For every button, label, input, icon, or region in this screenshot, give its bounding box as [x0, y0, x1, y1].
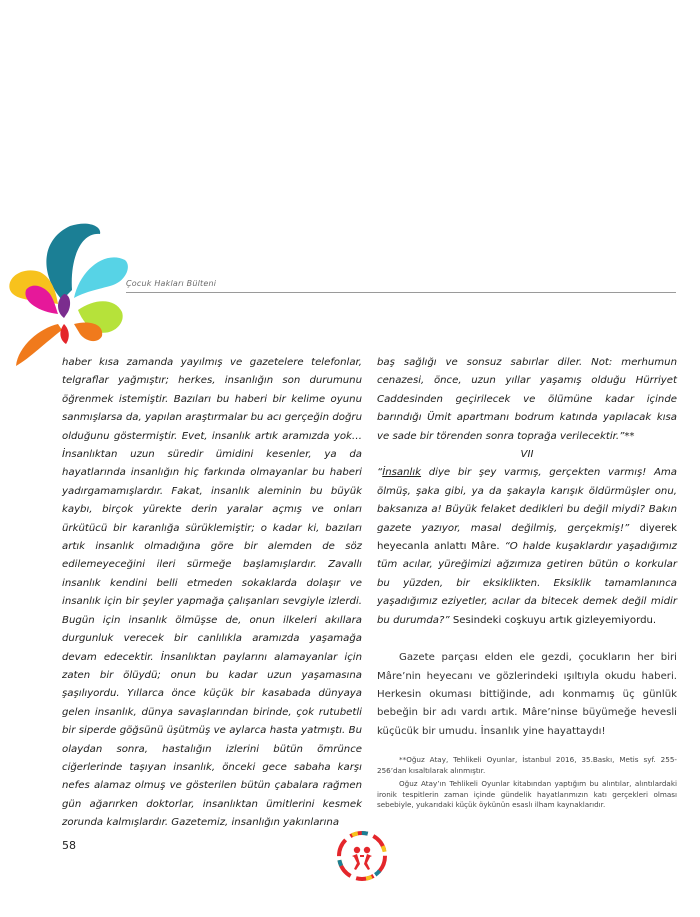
- dialog-paragraph: [377, 464, 677, 630]
- newspaper-excerpt-end: baş sağlığı ve sonsuz sabırlar diler. Not: merhumun cenazesi, önce, uzun yıllar yaşamış olduğu Hürriyet Caddesinden geçirilecek ve ölümüne kadar içinde barındığı Ümit apartmanı bodrum katında yapılacak kısa ve sade bir törenden sonra toprağa verilecektir.”**: [377, 357, 677, 442]
- bulletin-title: Çocuk Hakları Bülteni: [126, 279, 217, 288]
- dialog-underlined-word: İnsanlık: [382, 467, 422, 479]
- dialog-narration-2: Sesindeki coşkuyu artık gizleyemiyordu.: [449, 614, 657, 626]
- dialog-quote-1: diye bir şey varmış, gerçekten varmış! Ama ölmüş, şaka gibi, ya da şakayla karışık öldürmüşler onu, baksanıza a! Büyük felaket dedikleri bu değil miydi? Bakın gazete yazıyor, masal değilmiş, gerçekmiş!”: [377, 467, 677, 534]
- right-column: [377, 354, 677, 811]
- orange-petal-large: [16, 324, 62, 366]
- left-column-text: haber kısa zamanda yayılmış ve gazetelere telefonlar, telgraflar yağmıştır; herkes, insanlığın son durumunu öğrenmek istemiştir. Bazıları bu haberi bir kelime oyunu sanmışlarsa da, yapılan araştırmalar bu acı gerçeğin doğru olduğunu göstermiştir. Evet, insanlık artık aramızda yok… İnsanlıktan uzun süredir ümidini kesenler, ya da hayatlarında insanlığın hiç farkında olmayanlar bu haberi yadırgamamışlardır. Fakat, insanlık aleminin bu büyük kaybı, birçok yürekte derin yaralar açmış ve onları ürkütücü bir karanlığa sürüklemiştir; o kadar ki, bazıları artık insanlık olmadığına göre bir alemden de söz edilemeyeceğini ileri sürmeğe başlamışlardır. Zavallı insanlık kendini belli etmeden sokaklarda dolaşır ve insanlık için bir şeyler yapmağa çalışanları sevgiyle izlerdi. Bugün için insanlık ölmüşse de, onun ilkeleri akıllara durgunluk verecek bir canlılıkla aramızda yaşamağa devam edecektir. İnsanlıktan paylarını alamayanlar için zaten bir ölüydü; onun bu kadar uzun yaşamasına şaşılıyordu. Yıllarca önce küçük bir kasabada dünyaya gelen insanlık, dünya savaşlarından birinde, çok rutubetli bir siperde göğsünü üşütmüş ve aylarca hasta yatmıştı. Bu olaydan sonra, hastalığın izlerini bütün ömrünce ciğerlerinde taşıyan insanlık, önceki gece sabaha karşı nefes alamaz olmuş ve gösterilen bütün çabalara rağmen gün ağarırken doktorlar, insanlıktan ümitlerini kesmek zorunda kalmışlardır. Gazetemiz, insanlığın yakınlarına: [62, 357, 362, 829]
- purple-petal: [58, 294, 70, 318]
- dialog-open-quote: “: [377, 467, 383, 479]
- footnote-source: **Oğuz Atay, Tehlikeli Oyunlar, İstanbul 2016, 35.Baskı, Metis syf. 255-256’dan kısaltılarak alınmıştır.: [377, 755, 677, 775]
- closing-prose: Gazete parçası elden ele gezdi, çocukların her biri Mâre’nin heyecanı ve gözlerindeki ışıltıyla okudu haberi. Herkesin okuması bittiğinde, adı konmamış üç günlük bebeğin bir adı vardı artık. Mâre’ninse büyümeğe hevesli küçücük bir umudu. İnsanlık yine hayattaydı!: [377, 652, 677, 737]
- section-numeral: VII: [520, 449, 534, 461]
- page-number: 58: [62, 839, 76, 852]
- left-column: [62, 354, 362, 833]
- publisher-logo-icon: [336, 830, 388, 882]
- footnote-note: Oğuz Atay’ın Tehlikeli Oyunlar kitabından yaptığım bu alıntılar, alıntılardaki ironik tespitlerin zaman içinde gündelik hayatlarımızın katı gerçekleri olması sebebiyle, yukarıdaki küçük öykünün esaslı ilham kaynaklarıdır.: [377, 778, 677, 810]
- dialog-quote-2: “O halde kuşaklardır yaşadığımız tüm acılar, yüreğimizi ağzımıza getiren bütün o korkular bu yüzden, bir eksiklikten. Eksiklik tamamlanınca yaşadığımız eziyetler, acılar da bitecek demek değil midir bu durumda?”: [377, 541, 677, 626]
- cyan-petal: [74, 257, 128, 298]
- header-rule: [126, 292, 676, 293]
- red-petal: [60, 324, 68, 344]
- decorative-petals-graphic: [0, 220, 135, 370]
- dialog-narration-1: diyerek heyecanla anlattı Mâre.: [377, 522, 677, 553]
